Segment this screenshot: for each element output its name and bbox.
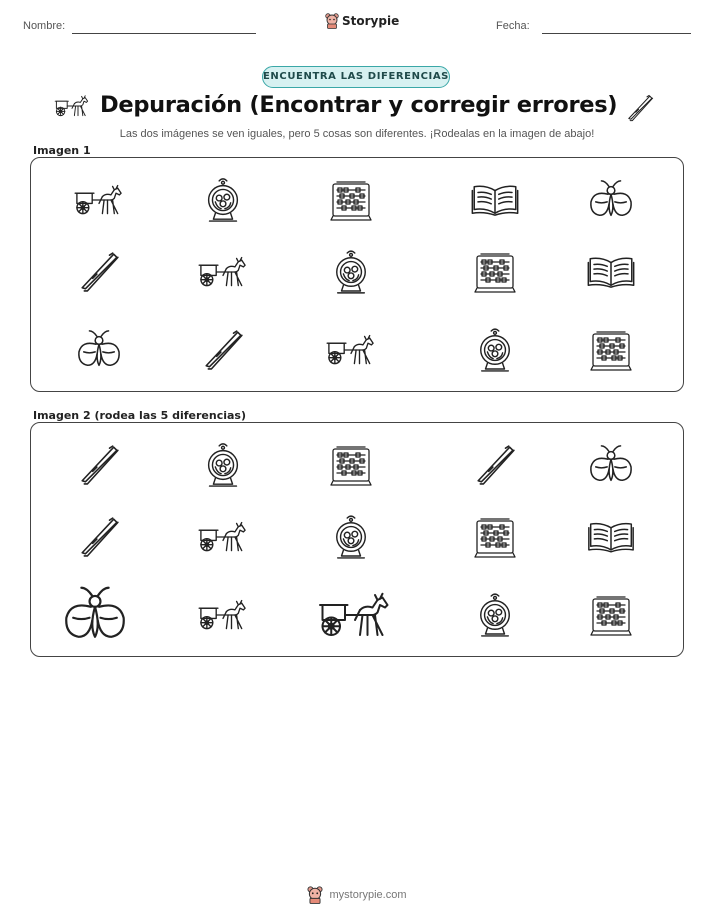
- carriage-icon[interactable]: [196, 520, 250, 554]
- carriage-icon[interactable]: [196, 598, 250, 632]
- footer: [0, 886, 714, 904]
- bear-icon: [307, 886, 323, 904]
- carriage-icon[interactable]: [316, 590, 394, 640]
- bear-icon: [325, 13, 339, 29]
- tweezers-icon: [202, 329, 244, 371]
- clock-icon: [476, 326, 514, 374]
- name-line[interactable]: [72, 33, 256, 34]
- clock-icon[interactable]: [476, 591, 514, 639]
- clock-icon: [203, 177, 243, 223]
- activity-badge: ENCUENTRA LAS DIFERENCIAS: [262, 66, 450, 88]
- moth-icon: [75, 329, 123, 371]
- page-title: Depuración (Encontrar y corregir errores): [100, 92, 618, 118]
- book-icon: [470, 183, 520, 217]
- moth-icon[interactable]: [588, 444, 634, 486]
- date-label: Fecha:: [496, 20, 530, 32]
- carriage-icon: [324, 333, 378, 367]
- brand-name: Storypie: [342, 14, 400, 28]
- footer-url: mystorypie.com: [329, 889, 407, 901]
- name-label: Nombre:: [23, 20, 66, 32]
- image2-panel[interactable]: [30, 422, 684, 657]
- image2-label: Imagen 2 (rodea las 5 diferencias): [33, 409, 247, 422]
- storypie-logo: [325, 13, 399, 29]
- date-line[interactable]: [542, 33, 691, 34]
- clock-icon[interactable]: [332, 514, 370, 560]
- book-icon: [586, 255, 636, 289]
- abacus-icon[interactable]: [329, 443, 373, 487]
- image1-label: Imagen 1: [33, 144, 91, 157]
- abacus-icon[interactable]: [589, 593, 633, 637]
- image1-panel: [30, 157, 684, 392]
- tweezers-icon: [78, 251, 120, 293]
- carriage-icon: [72, 183, 126, 217]
- abacus-icon[interactable]: [473, 515, 517, 559]
- instructions: Las dos imágenes se ven iguales, pero 5 cosas son diferentes. ¡Rodealas en la imagen de abajo!: [119, 128, 595, 140]
- clock-icon: [332, 249, 370, 295]
- book-icon[interactable]: [587, 520, 635, 554]
- moth-icon: [588, 179, 634, 221]
- title-tweezers-icon: [626, 94, 654, 127]
- tweezers-icon[interactable]: [78, 516, 120, 558]
- carriage-icon: [196, 255, 250, 289]
- tweezers-icon[interactable]: [78, 444, 120, 486]
- abacus-icon: [473, 250, 517, 294]
- abacus-icon: [329, 178, 373, 222]
- clock-icon[interactable]: [203, 442, 243, 488]
- moth-icon[interactable]: [60, 585, 130, 645]
- tweezers-icon[interactable]: [474, 444, 516, 486]
- abacus-icon: [589, 328, 633, 372]
- title-carriage-icon: [54, 94, 90, 123]
